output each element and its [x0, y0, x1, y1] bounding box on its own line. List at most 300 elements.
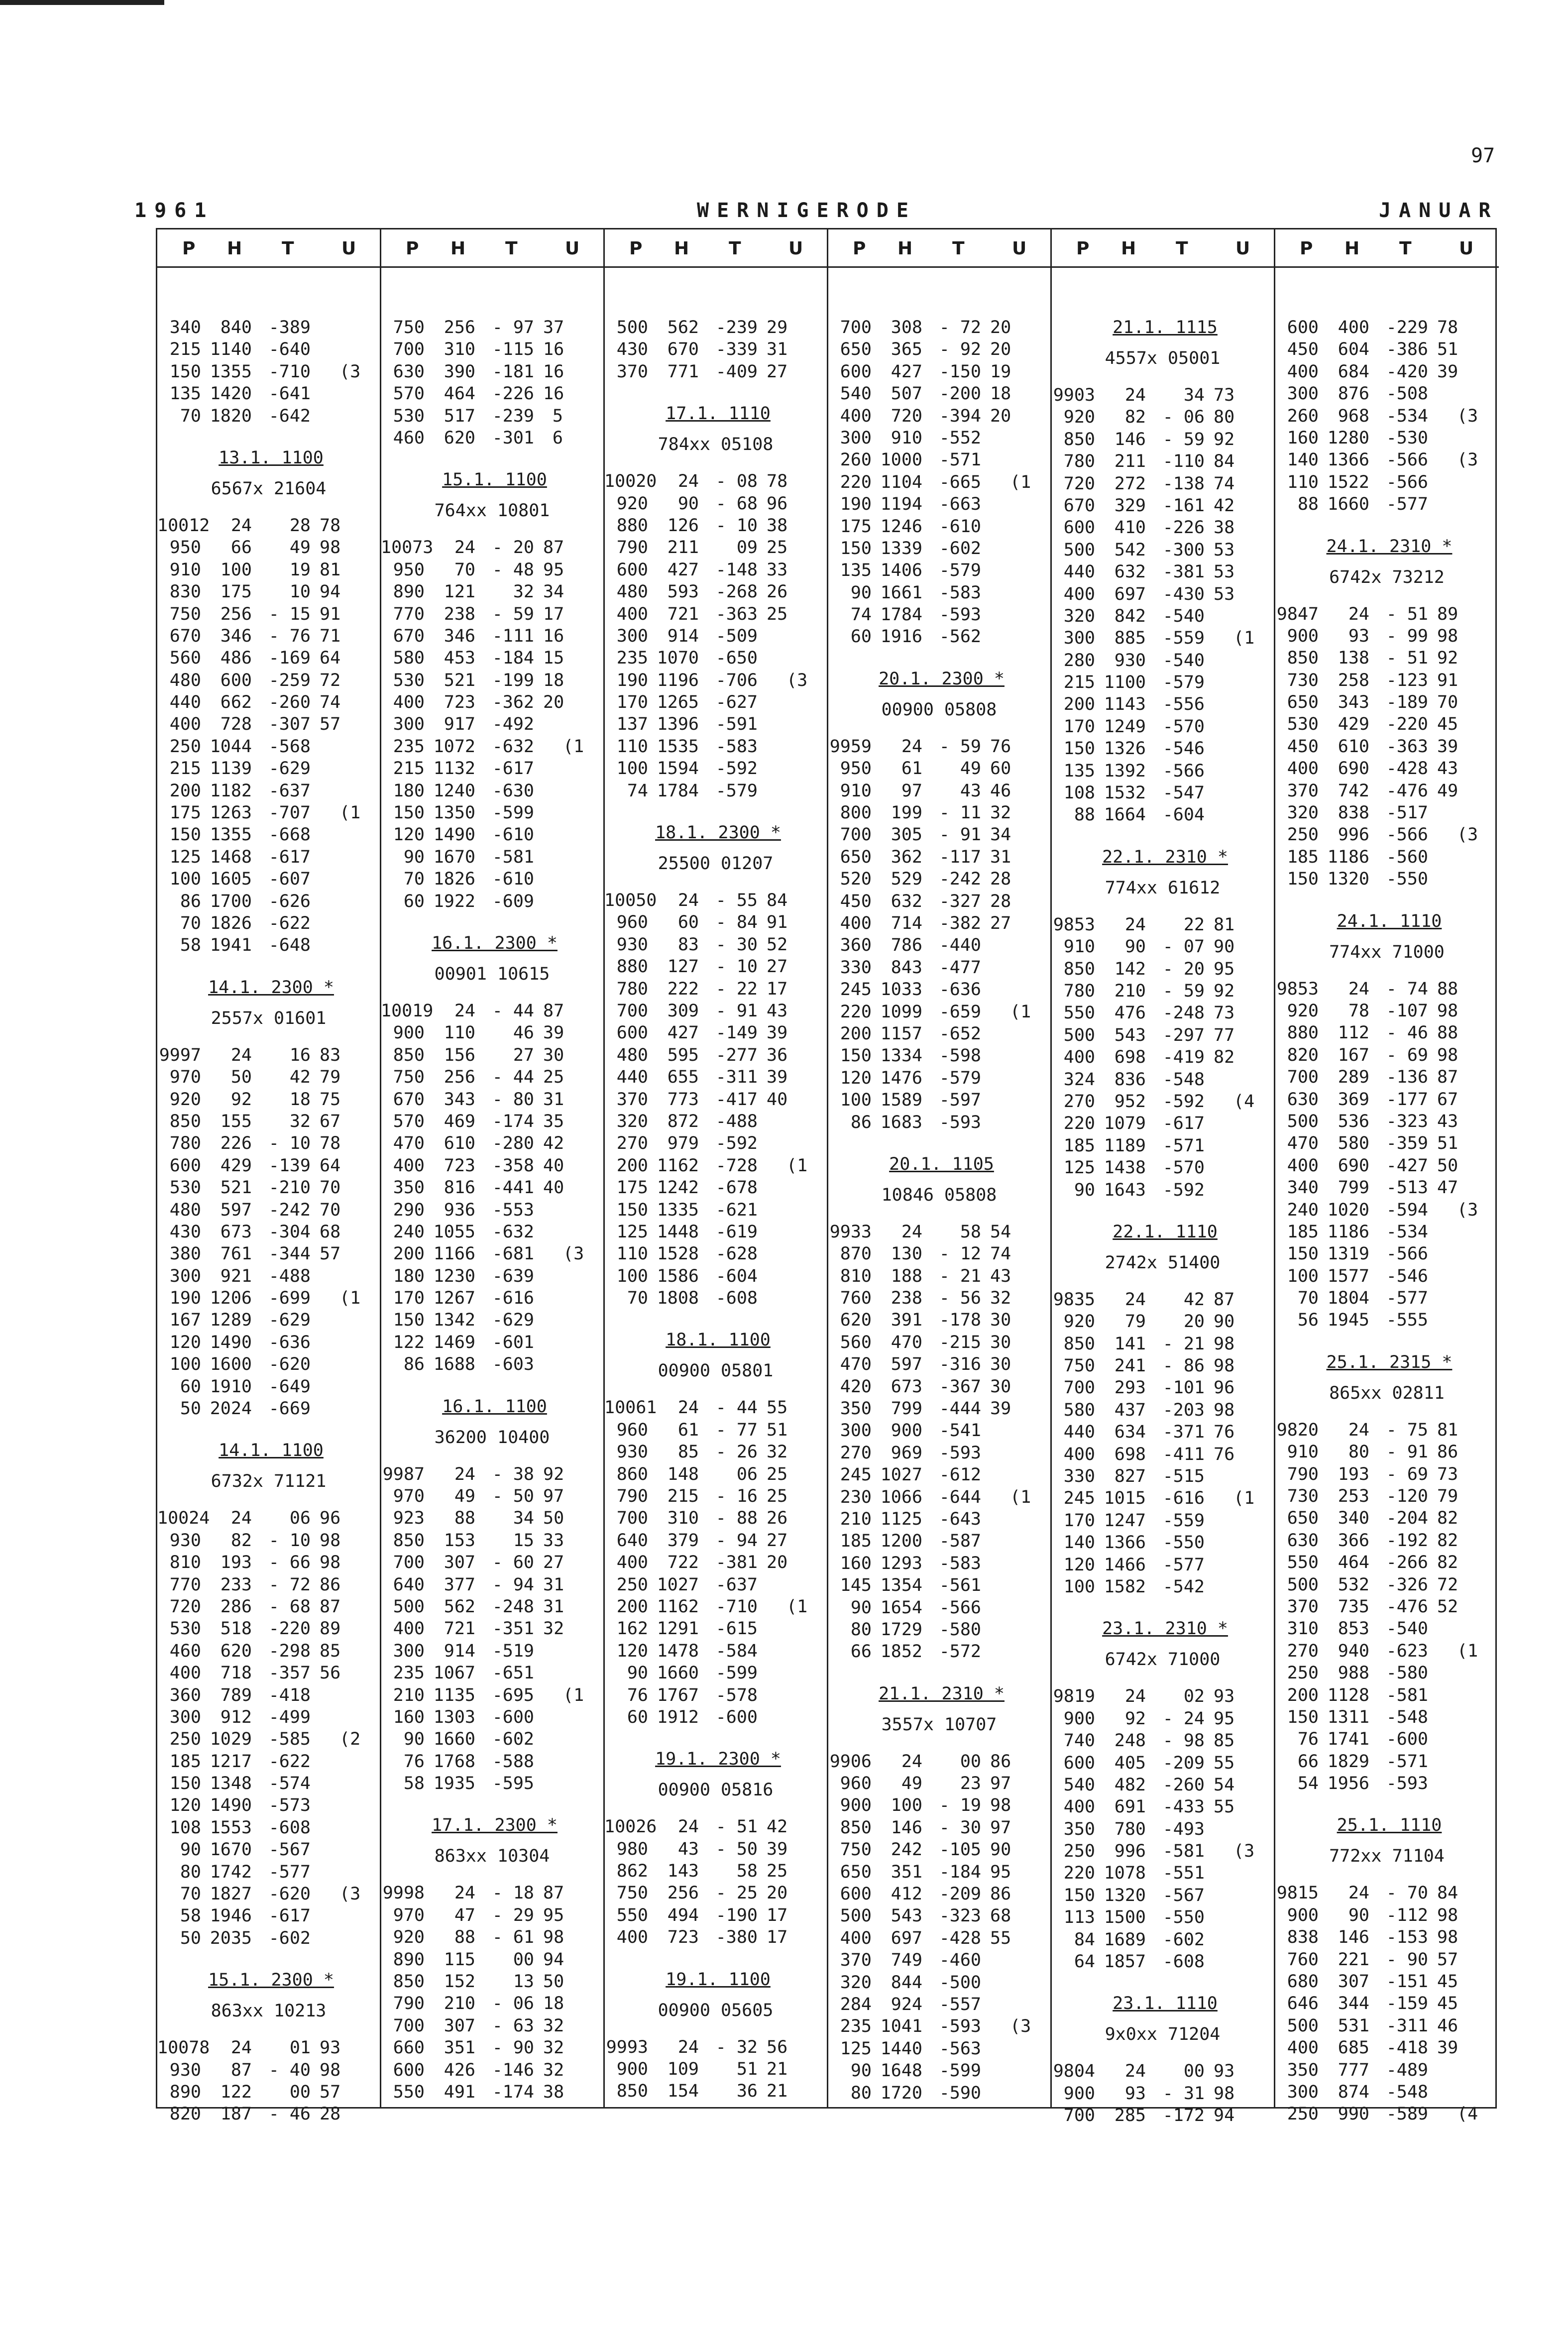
- table-row: [604, 2058, 827, 2080]
- temperature-value: -540: [1162, 650, 1205, 670]
- temperature-value: -148: [715, 559, 758, 580]
- pressure-value: 440: [1063, 1422, 1095, 1443]
- table-row: [828, 1861, 1050, 1883]
- temperature-value: -617: [268, 847, 311, 867]
- temperature-value: -229: [1386, 318, 1428, 337]
- temperature-value: -190: [715, 1905, 758, 1925]
- pressure-value: 60: [403, 891, 425, 911]
- table-row: [604, 317, 827, 338]
- height-value: 771: [667, 361, 699, 382]
- temperature-value: -599: [715, 1663, 758, 1683]
- height-value: 1355: [210, 825, 252, 845]
- sounding-date-time: 19.1. 2300 *: [655, 1749, 781, 1770]
- temperature-value: -363: [1386, 736, 1428, 757]
- humidity-value: 17: [767, 1905, 788, 1925]
- table-row: [1275, 978, 1499, 1000]
- temperature-value: -184: [492, 648, 534, 669]
- pressure-value: 850: [393, 1045, 425, 1065]
- pressure-value: 862: [616, 1861, 648, 1882]
- table-row: [1275, 1463, 1499, 1485]
- pressure-value: 900: [1063, 1708, 1095, 1729]
- height-value: 723: [667, 1927, 699, 1948]
- pressure-value: 400: [616, 1927, 648, 1948]
- temperature-value: -409: [715, 361, 758, 382]
- table-row: [157, 1640, 380, 1662]
- height-value: 24: [230, 515, 252, 536]
- table-row: [604, 713, 827, 735]
- temperature-value: -629: [268, 759, 311, 779]
- temperature-value: -617: [492, 759, 534, 779]
- height-value: 1784: [880, 605, 922, 625]
- table-row: [381, 537, 603, 558]
- height-value: 24: [1124, 385, 1146, 405]
- humidity-value: 27: [990, 913, 1011, 933]
- temperature-value: -600: [492, 1707, 534, 1727]
- footnote-mark: (1: [563, 736, 584, 757]
- pressure-value: 900: [393, 1023, 425, 1043]
- column-header-label: H: [897, 238, 913, 259]
- height-value: 507: [891, 384, 922, 404]
- pressure-value: 430: [169, 1222, 201, 1242]
- table-row: [1051, 1399, 1274, 1421]
- height-value: 146: [1338, 1927, 1369, 1948]
- footnote-mark: (3: [339, 1884, 361, 1904]
- table-row: [381, 1022, 603, 1044]
- table-row: [828, 2038, 1050, 2060]
- table-column: [1051, 229, 1275, 2126]
- sounding-block: [604, 1748, 827, 1948]
- sounding-block: [157, 317, 380, 427]
- pressure-value: 120: [169, 1332, 201, 1352]
- column-header-label: T: [952, 238, 965, 259]
- pressure-value: 137: [616, 714, 648, 735]
- height-value: 211: [667, 538, 699, 558]
- table-row: [1051, 1355, 1274, 1377]
- height-value: 1125: [880, 1509, 922, 1529]
- column-header-label: T: [505, 238, 518, 259]
- humidity-value: 54: [990, 1222, 1011, 1242]
- height-value: 838: [1338, 803, 1369, 823]
- pressure-value: 10061: [604, 1398, 657, 1418]
- pressure-value: 570: [393, 384, 425, 404]
- humidity-value: 18: [990, 384, 1011, 404]
- pressure-value: 600: [840, 1884, 872, 1904]
- sounding-block: [1275, 536, 1499, 891]
- pressure-value: 700: [1063, 2106, 1095, 2126]
- height-value: 79: [1124, 1312, 1146, 1332]
- pressure-value: 920: [616, 493, 648, 514]
- pressure-value: 910: [169, 559, 201, 580]
- table-row: [1051, 561, 1274, 583]
- table-row: [157, 2081, 380, 2103]
- height-value: 536: [1338, 1111, 1369, 1131]
- pressure-value: 880: [1287, 1023, 1319, 1043]
- table-row: [1051, 1929, 1274, 1951]
- table-row: [1275, 758, 1499, 780]
- humidity-value: 37: [543, 318, 564, 337]
- humidity-value: 94: [320, 582, 341, 602]
- table-row: [604, 1596, 827, 1618]
- table-row: [1051, 627, 1274, 649]
- humidity-value: 39: [767, 1023, 788, 1043]
- temperature-value: -577: [1386, 494, 1428, 515]
- humidity-value: 53: [1214, 562, 1235, 582]
- temperature-value: -363: [715, 604, 758, 624]
- humidity-value: 74: [1214, 473, 1235, 494]
- height-value: 146: [891, 1817, 922, 1838]
- pressure-value: 750: [393, 1067, 425, 1088]
- table-row: [381, 824, 603, 846]
- table-row: [604, 1552, 827, 1573]
- height-value: 1490: [433, 825, 475, 845]
- height-value: 532: [1338, 1574, 1369, 1595]
- humidity-value: 45: [1437, 714, 1458, 735]
- table-row: [604, 1287, 827, 1309]
- temperature-value: -580: [1386, 1663, 1428, 1683]
- temperature-value: -602: [939, 538, 981, 558]
- sounding-block: [1051, 317, 1274, 826]
- temperature-value: 10: [289, 582, 311, 602]
- temperature-value: -593: [1386, 1774, 1428, 1794]
- height-value: 112: [1338, 1023, 1369, 1043]
- pressure-value: 890: [169, 2082, 201, 2102]
- humidity-value: 46: [990, 781, 1011, 801]
- table-row: [1051, 539, 1274, 561]
- height-value: 351: [444, 2038, 475, 2058]
- pressure-value: 900: [1287, 1905, 1319, 1925]
- temperature-value: -441: [492, 1178, 534, 1198]
- height-value: 1135: [433, 1685, 475, 1705]
- table-row: [828, 1486, 1050, 1508]
- temperature-value: -381: [715, 1553, 758, 1573]
- height-value: 1448: [657, 1222, 699, 1242]
- height-value: 60: [677, 912, 699, 933]
- temperature-value: 42: [1183, 1289, 1205, 1310]
- humidity-value: 72: [1437, 1574, 1458, 1595]
- humidity-value: 95: [543, 559, 564, 580]
- footnote-mark: (3: [786, 670, 808, 690]
- height-value: 1589: [880, 1090, 922, 1111]
- height-value: 115: [444, 1949, 475, 1970]
- pressure-value: 175: [840, 516, 872, 537]
- height-value: 286: [220, 1596, 252, 1617]
- temperature-value: -248: [492, 1596, 534, 1617]
- table-row: [1051, 1685, 1274, 1707]
- temperature-value: -150: [939, 361, 981, 382]
- sounding-block: [1275, 317, 1499, 516]
- pressure-value: 200: [840, 1023, 872, 1044]
- humidity-value: 72: [320, 670, 341, 690]
- pressure-value: 175: [169, 803, 201, 823]
- table-row: [157, 669, 380, 691]
- height-value: 1440: [880, 2038, 922, 2059]
- footnote-mark: (3: [1457, 825, 1478, 845]
- height-value: 988: [1338, 1663, 1369, 1683]
- pressure-value: 9903: [1053, 385, 1095, 405]
- height-value: 464: [444, 384, 475, 404]
- pressure-value: 800: [840, 803, 872, 823]
- pressure-value: 400: [840, 406, 872, 426]
- humidity-value: 91: [767, 912, 788, 933]
- pressure-value: 200: [616, 1596, 648, 1617]
- height-value: 979: [667, 1133, 699, 1154]
- humidity-value: 73: [1437, 1464, 1458, 1484]
- humidity-value: 43: [990, 1266, 1011, 1286]
- height-value: 1339: [880, 538, 922, 558]
- pressure-value: 10073: [381, 538, 434, 558]
- sounding-block: [381, 932, 603, 1376]
- temperature-value: -570: [1162, 1158, 1205, 1178]
- temperature-value: -344: [268, 1244, 311, 1264]
- pressure-value: 360: [840, 935, 872, 956]
- sounding-block: [604, 822, 827, 1309]
- humidity-value: 90: [1214, 937, 1235, 957]
- pressure-value: 76: [1297, 1729, 1319, 1750]
- height-value: 1196: [657, 670, 699, 690]
- temperature-value: -488: [715, 1111, 758, 1131]
- height-value: 130: [891, 1244, 922, 1264]
- footnote-mark: (3: [563, 1244, 584, 1264]
- height-value: 1041: [880, 2016, 922, 2037]
- height-value: 799: [891, 1399, 922, 1419]
- temperature-value: -110: [1162, 451, 1205, 472]
- table-row: [1051, 1465, 1274, 1487]
- sounding-date-time: 16.1. 1100: [442, 1396, 547, 1417]
- pressure-value: 300: [616, 626, 648, 646]
- height-value: 1157: [880, 1023, 922, 1044]
- table-row: [1051, 384, 1274, 406]
- height-value: 543: [891, 1906, 922, 1926]
- table-row: [604, 890, 827, 911]
- pressure-value: 280: [1063, 650, 1095, 670]
- height-value: 379: [667, 1530, 699, 1551]
- pressure-value: 780: [616, 979, 648, 999]
- height-value: 610: [444, 1133, 475, 1154]
- humidity-value: 67: [320, 1111, 341, 1131]
- humidity-value: 25: [767, 1464, 788, 1484]
- height-value: 1648: [880, 2061, 922, 2081]
- temperature-value: -209: [1162, 1753, 1205, 1773]
- temperature-value: -572: [939, 1642, 981, 1662]
- temperature-value: -534: [1386, 406, 1428, 426]
- height-value: 1916: [880, 627, 922, 647]
- pressure-value: 56: [1297, 1310, 1319, 1331]
- column-header-label: H: [450, 238, 466, 259]
- height-value: 1140: [210, 339, 252, 360]
- humidity-value: 54: [1214, 1775, 1235, 1795]
- humidity-value: 82: [1437, 1553, 1458, 1573]
- pressure-value: 700: [616, 1001, 648, 1021]
- table-row: [1275, 2037, 1499, 2059]
- height-value: 1912: [657, 1707, 699, 1727]
- pressure-value: 9853: [1053, 914, 1095, 935]
- column-header-label: H: [1121, 238, 1136, 259]
- pressure-value: 780: [1063, 451, 1095, 472]
- height-value: 24: [230, 1045, 252, 1065]
- temperature-value: -617: [268, 1906, 311, 1926]
- temperature-value: -239: [715, 318, 758, 337]
- pressure-value: 650: [840, 847, 872, 867]
- table-row: [1275, 1287, 1499, 1309]
- height-value: 780: [1114, 1819, 1146, 1839]
- height-value: 930: [1114, 650, 1146, 670]
- temperature-value: - 98: [1162, 1731, 1205, 1751]
- column-header-label: T: [1399, 238, 1412, 259]
- pressure-value: 320: [840, 1972, 872, 1993]
- table-row: [381, 1309, 603, 1331]
- humidity-value: 40: [543, 1178, 564, 1198]
- height-value: 1392: [1104, 761, 1146, 781]
- height-value: 595: [667, 1045, 699, 1065]
- humidity-value: 31: [767, 339, 788, 360]
- height-value: 1577: [1327, 1266, 1369, 1286]
- height-value: 429: [1338, 714, 1369, 735]
- pressure-value: 646: [1287, 1994, 1319, 2014]
- height-value: 542: [1114, 540, 1146, 560]
- column-header-label: P: [1076, 238, 1090, 259]
- temperature-value: - 68: [715, 493, 758, 514]
- pressure-value: 50: [180, 1399, 201, 1419]
- sounding-block: [157, 1440, 380, 1949]
- table-row: [1275, 405, 1499, 427]
- temperature-value: -622: [268, 1751, 311, 1772]
- temperature-value: 00: [1183, 2061, 1205, 2082]
- height-value: 697: [1114, 584, 1146, 604]
- table-row: [828, 1376, 1050, 1398]
- table-row: [381, 1684, 603, 1706]
- height-value: 146: [1114, 429, 1146, 449]
- temperature-value: -189: [1386, 692, 1428, 713]
- temperature-value: -550: [1386, 869, 1428, 890]
- pressure-value: 270: [1063, 1091, 1095, 1112]
- table-row: [381, 1618, 603, 1640]
- height-value: 789: [220, 1685, 252, 1705]
- humidity-value: 32: [543, 2060, 564, 2080]
- table-row: [1275, 1089, 1499, 1111]
- temperature-value: -610: [492, 869, 534, 890]
- height-value: 210: [444, 1994, 475, 2014]
- table-row: [381, 1265, 603, 1287]
- temperature-value: -380: [715, 1927, 758, 1948]
- temperature-value: -581: [1386, 1685, 1428, 1705]
- temperature-value: -599: [492, 803, 534, 823]
- temperature-value: - 44: [715, 1398, 758, 1418]
- temperature-value: -595: [492, 1774, 534, 1794]
- pressure-value: 650: [840, 339, 872, 360]
- temperature-value: -239: [492, 406, 534, 426]
- pressure-value: 850: [1287, 648, 1319, 669]
- temperature-value: - 59: [492, 604, 534, 624]
- column-header-label: U: [1459, 238, 1474, 259]
- height-value: 156: [444, 1045, 475, 1065]
- humidity-value: 33: [767, 559, 788, 580]
- height-value: 1670: [433, 847, 475, 867]
- pressure-value: 150: [840, 538, 872, 558]
- temperature-value: - 90: [1386, 1949, 1428, 1970]
- height-value: 285: [1114, 2106, 1146, 2126]
- table-row: [1275, 713, 1499, 735]
- table-row: [157, 1287, 380, 1309]
- temperature-value: -112: [1386, 1905, 1428, 1925]
- table-row: [1275, 1971, 1499, 1993]
- temperature-value: -579: [1162, 672, 1205, 693]
- temperature-value: -548: [1386, 2082, 1428, 2102]
- table-row: [1275, 736, 1499, 758]
- table-row: [381, 317, 603, 338]
- temperature-value: -644: [939, 1487, 981, 1507]
- table-row: [828, 1619, 1050, 1641]
- table-row: [1275, 1309, 1499, 1331]
- height-value: 24: [1348, 979, 1369, 999]
- footnote-mark: (1: [339, 1288, 361, 1309]
- temperature-value: -581: [492, 847, 534, 867]
- surface-code: 00900 05605: [658, 2000, 774, 2020]
- temperature-value: - 72: [268, 1574, 311, 1595]
- table-row: [604, 537, 827, 558]
- table-row: [828, 2082, 1050, 2104]
- temperature-value: - 61: [492, 1927, 534, 1948]
- temperature-value: -488: [268, 1266, 311, 1286]
- humidity-value: 98: [320, 1530, 341, 1551]
- pressure-value: 70: [627, 1288, 648, 1309]
- temperature-value: 32: [513, 582, 534, 602]
- column-header-label: P: [853, 238, 866, 259]
- sounding-date-time: 25.1. 2315 *: [1326, 1352, 1453, 1372]
- height-value: 24: [677, 1817, 699, 1837]
- temperature-value: -556: [1162, 694, 1205, 715]
- table-row: [604, 1132, 827, 1154]
- pressure-value: 400: [1063, 1047, 1095, 1068]
- temperature-value: - 55: [715, 891, 758, 911]
- pressure-value: 670: [169, 626, 201, 646]
- table-row: [828, 1508, 1050, 1530]
- temperature-value: -706: [715, 670, 758, 690]
- table-row: [381, 2059, 603, 2081]
- table-row: [604, 758, 827, 780]
- height-value: 494: [667, 1905, 699, 1925]
- humidity-value: 98: [1437, 1905, 1458, 1925]
- table-row: [1051, 1885, 1274, 1906]
- table-row: [381, 1177, 603, 1199]
- table-row: [1275, 669, 1499, 691]
- humidity-value: 76: [990, 736, 1011, 757]
- height-value: 167: [1338, 1045, 1369, 1065]
- humidity-value: 98: [1214, 2083, 1235, 2104]
- table-row: [828, 1905, 1050, 1927]
- table-row: [1275, 1618, 1499, 1640]
- table-row: [604, 1000, 827, 1022]
- humidity-value: 38: [767, 515, 788, 536]
- pressure-value: 720: [169, 1596, 201, 1617]
- height-value: 1661: [880, 582, 922, 603]
- height-value: 655: [667, 1067, 699, 1088]
- pressure-value: 9998: [382, 1883, 425, 1903]
- temperature-value: -629: [268, 1310, 311, 1331]
- table-row: [157, 1927, 380, 1949]
- humidity-value: 40: [543, 1155, 564, 1176]
- humidity-value: 16: [543, 384, 564, 404]
- height-value: 188: [891, 1266, 922, 1286]
- humidity-value: 31: [990, 847, 1011, 867]
- height-value: 344: [1338, 1994, 1369, 2014]
- height-value: 1334: [880, 1046, 922, 1066]
- temperature-value: -632: [492, 736, 534, 757]
- pressure-value: 400: [1063, 1797, 1095, 1817]
- table-row: [1051, 517, 1274, 539]
- table-row: [604, 1860, 827, 1882]
- pressure-value: 190: [840, 494, 872, 515]
- temperature-value: 58: [736, 1861, 758, 1882]
